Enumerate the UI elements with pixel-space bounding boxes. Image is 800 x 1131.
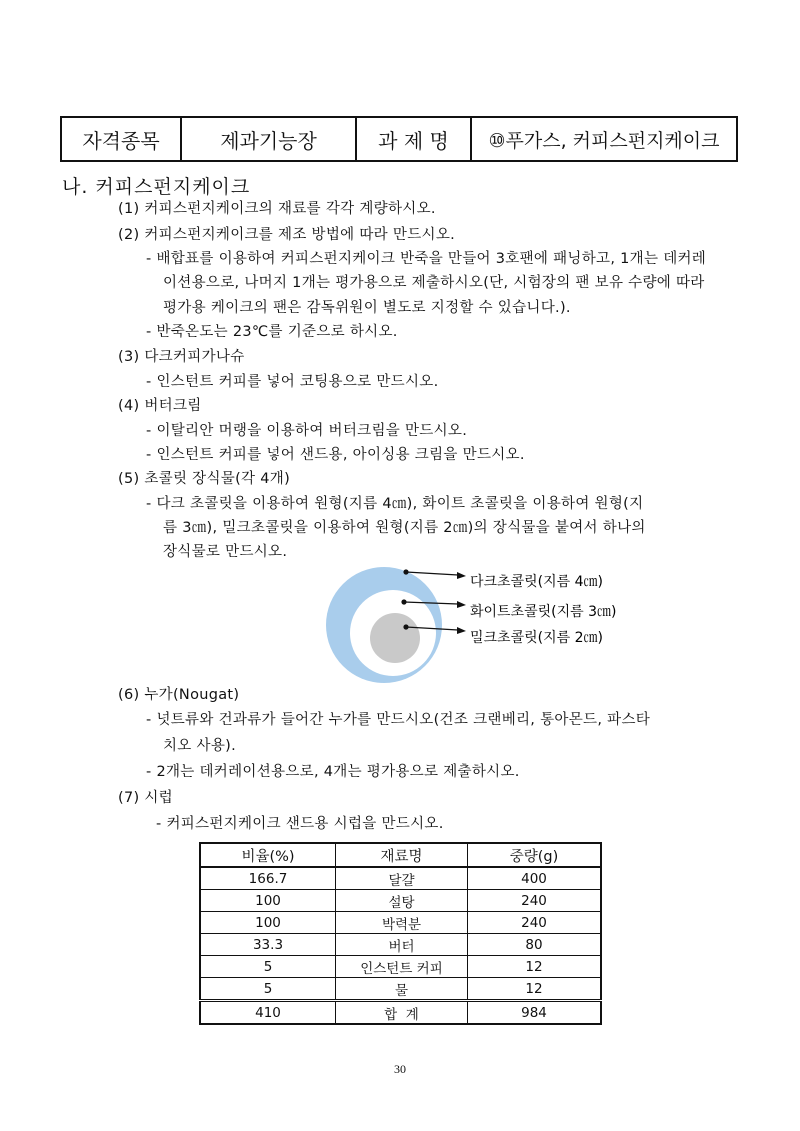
- ratio-cell: 33.3: [200, 934, 336, 956]
- weight-cell: 12: [468, 978, 602, 1001]
- table-header-row: [200, 843, 601, 867]
- qualification-label: 자격종목: [62, 118, 182, 160]
- column-header-ratio: 비율(%): [200, 843, 336, 867]
- chocolate-decoration-diagram: [320, 560, 660, 690]
- qualification-value: 제과기능장: [182, 118, 357, 160]
- item-2-bullet-2: - 반죽온도는 23℃를 기준으로 하시오.: [146, 324, 398, 340]
- column-header-weight: 중량(g): [468, 843, 602, 867]
- page-number: 30: [394, 1062, 406, 1076]
- table-row: [200, 890, 601, 912]
- item-5: (5) 초콜릿 장식물(각 4개): [118, 471, 291, 487]
- weight-cell: 80: [468, 934, 602, 956]
- column-header-ingredient: 재료명: [336, 843, 468, 867]
- table-row: [200, 978, 601, 1001]
- total-label-cell: 합 계: [336, 1001, 468, 1025]
- syrup-formula-table: [199, 842, 602, 1025]
- item-5-bullet-1-cont: 장식물로 만드시오.: [163, 544, 288, 560]
- item-6-bullet-2: - 2개는 데커레이션용으로, 4개는 평가용으로 제출하시오.: [146, 764, 520, 780]
- table-row: [200, 956, 601, 978]
- table-total-row: [200, 1001, 601, 1025]
- item-5-bullet-1: - 다크 초콜릿을 이용하여 원형(지름 4㎝), 화이트 초콜릿을 이용하여 원형(지: [146, 496, 644, 512]
- ratio-cell: 100: [200, 890, 336, 912]
- item-7-bullet-1: - 커피스펀지케이크 샌드용 시럽을 만드시오.: [156, 816, 444, 832]
- item-5-bullet-1-cont: 름 3㎝), 밀크초콜릿을 이용하여 원형(지름 2㎝)의 장식물을 붙여서 하나의: [163, 520, 646, 536]
- weight-cell: 240: [468, 912, 602, 934]
- task-value: ⑩푸가스, 커피스펀지케이크: [488, 129, 720, 152]
- weight-cell: 400: [468, 867, 602, 890]
- milk-chocolate-disc: [370, 613, 420, 663]
- item-2-bullet-1-cont: 평가용 케이크의 팬은 감독위원이 별도로 지정할 수 있습니다.).: [163, 300, 571, 316]
- white-chocolate-label: 화이트초콜릿(지름 3㎝): [470, 604, 617, 620]
- ingredient-cell: 박력분: [336, 912, 468, 934]
- milk-chocolate-label: 밀크초콜릿(지름 2㎝): [470, 630, 603, 646]
- table-row: [200, 912, 601, 934]
- item-6: (6) 누가(Nougat): [118, 687, 240, 703]
- section-title: 나. 커피스펀지케이크: [62, 176, 251, 198]
- ingredient-cell: 인스턴트 커피: [336, 956, 468, 978]
- ingredient-cell: 물: [336, 978, 468, 1001]
- table-row: [200, 934, 601, 956]
- ratio-cell: 166.7: [200, 867, 336, 890]
- task-label: 과 제 명: [357, 118, 472, 160]
- item-1: (1) 커피스펀지케이크의 재료를 각각 계량하시오.: [118, 201, 436, 217]
- ratio-cell: 5: [200, 978, 336, 1001]
- header-table: [60, 116, 738, 162]
- ratio-cell: 100: [200, 912, 336, 934]
- item-6-bullet-1: - 넛트류와 건과류가 들어간 누가를 만드시오(건조 크랜베리, 통아몬드, 파스타: [146, 712, 651, 728]
- weight-cell: 240: [468, 890, 602, 912]
- ratio-cell: 5: [200, 956, 336, 978]
- item-2: (2) 커피스펀지케이크를 제조 방법에 따라 만드시오.: [118, 227, 456, 243]
- item-3: (3) 다크커피가나슈: [118, 349, 245, 365]
- item-4-bullet-1: - 이탈리안 머랭을 이용하여 버터크림을 만드시오.: [146, 423, 468, 439]
- ingredient-cell: 설탕: [336, 890, 468, 912]
- ingredient-cell: 버터: [336, 934, 468, 956]
- weight-cell: 12: [468, 956, 602, 978]
- item-3-bullet-1: - 인스턴트 커피를 넣어 코팅용으로 만드시오.: [146, 374, 439, 390]
- item-7: (7) 시럽: [118, 790, 173, 806]
- item-6-bullet-1-cont: 치오 사용).: [163, 738, 237, 754]
- total-ratio-cell: 410: [200, 1001, 336, 1025]
- item-2-bullet-1-cont: 이션용으로, 나머지 1개는 평가용으로 제출하시오(단, 시험장의 팬 보유 수량에 따라: [163, 275, 705, 291]
- item-4-bullet-2: - 인스턴트 커피를 넣어 샌드용, 아이싱용 크림을 만드시오.: [146, 447, 525, 463]
- total-weight-cell: 984: [468, 1001, 602, 1025]
- table-row: [200, 867, 601, 890]
- dark-chocolate-label: 다크초콜릿(지름 4㎝): [470, 574, 603, 590]
- ingredient-cell: 달걀: [336, 867, 468, 890]
- item-2-bullet-1: - 배합표를 이용하여 커피스펀지케이크 반죽을 만들어 3호팬에 패닝하고, 1개는 데커레: [146, 251, 707, 267]
- item-4: (4) 버터크림: [118, 398, 202, 414]
